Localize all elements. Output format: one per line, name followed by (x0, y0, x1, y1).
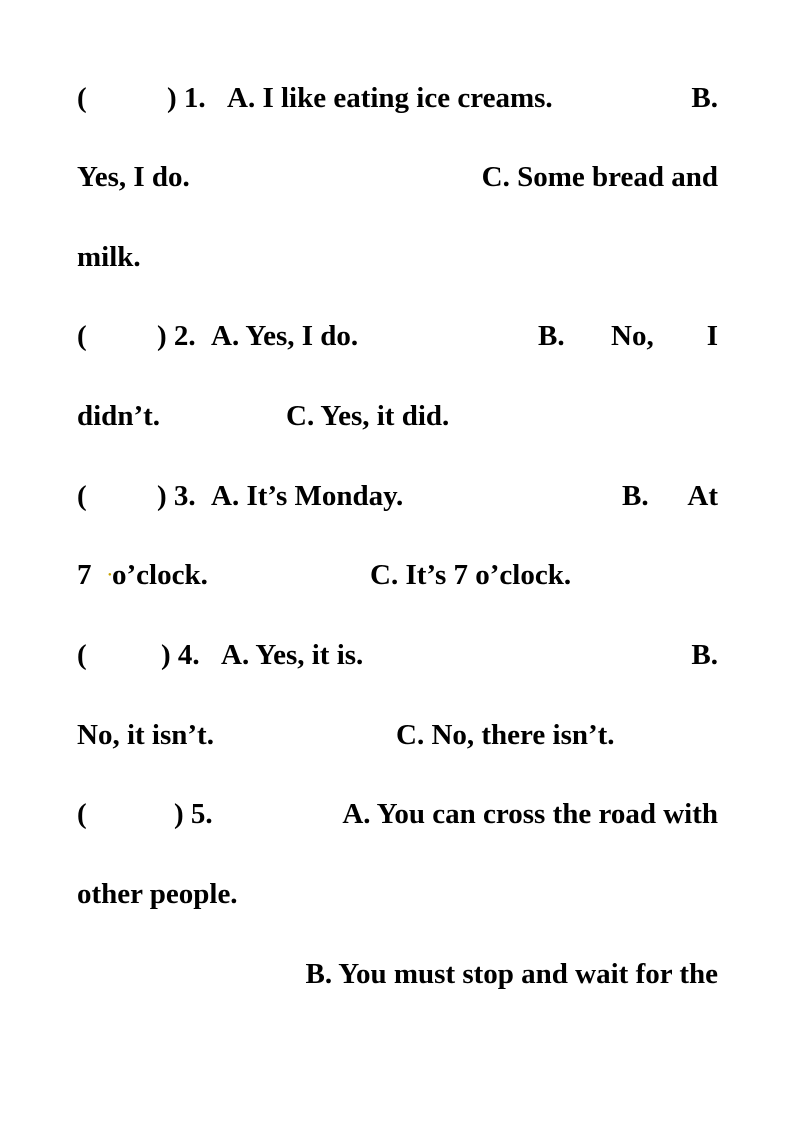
question-5-line-1 (77, 794, 718, 834)
question-4-line-1 (77, 635, 718, 675)
stray-dot-mark: ● (108, 572, 112, 578)
question-1-line-3 (77, 237, 718, 277)
answer-blank-open-paren: ( (77, 480, 87, 512)
question-number: ) 5. (174, 798, 213, 830)
question-5-line-3 (77, 954, 718, 994)
question-2-line-2 (77, 396, 718, 436)
option-b-text: didn’t. (77, 400, 161, 432)
option-b-text: Yes, I do. (77, 161, 190, 193)
question-number: ) 1. (167, 82, 206, 114)
option-a: A. It’s Monday. (211, 480, 404, 512)
option-a: A. Yes, it is. (221, 639, 364, 671)
question-number: ) 3. (157, 480, 196, 512)
option-b-word-1: No, (611, 320, 654, 352)
question-1-line-2 (77, 157, 718, 197)
question-4-line-2 (77, 715, 718, 755)
question-3-line-1 (77, 476, 718, 516)
option-c-continued: milk. (77, 241, 141, 273)
question-number: ) 2. (157, 320, 196, 352)
question-5-line-2 (77, 874, 718, 914)
option-c: C. It’s 7 o’clock. (370, 559, 572, 591)
option-c: C. Yes, it did. (286, 400, 450, 432)
option-b-number: 7 (77, 559, 92, 591)
option-b-word-1: At (687, 480, 718, 512)
option-b-text: o’clock. (112, 559, 208, 591)
answer-blank-open-paren: ( (77, 798, 87, 830)
answer-blank-open-paren: ( (77, 639, 87, 671)
option-c: C. No, there isn’t. (396, 719, 615, 751)
option-a-continued: other people. (77, 878, 238, 910)
question-1-line-1 (77, 78, 718, 118)
option-a: A. I like eating ice creams. (227, 82, 553, 114)
answer-blank-open-paren: ( (77, 82, 87, 114)
option-a: A. You can cross the road with (342, 798, 718, 830)
option-b-label: B. (538, 320, 565, 352)
option-b-word-2: I (706, 320, 718, 352)
option-c: C. Some bread and (481, 161, 718, 193)
option-b-label: B. (691, 639, 718, 671)
option-b-label: B. (622, 480, 649, 512)
question-2-line-1 (77, 316, 718, 356)
option-b-text: No, it isn’t. (77, 719, 214, 751)
option-a: A. Yes, I do. (211, 320, 359, 352)
option-b: B. You must stop and wait for the (305, 958, 718, 990)
question-number: ) 4. (161, 639, 200, 671)
option-b-label: B. (691, 82, 718, 114)
answer-blank-open-paren: ( (77, 320, 87, 352)
question-3-line-2 (77, 555, 718, 595)
